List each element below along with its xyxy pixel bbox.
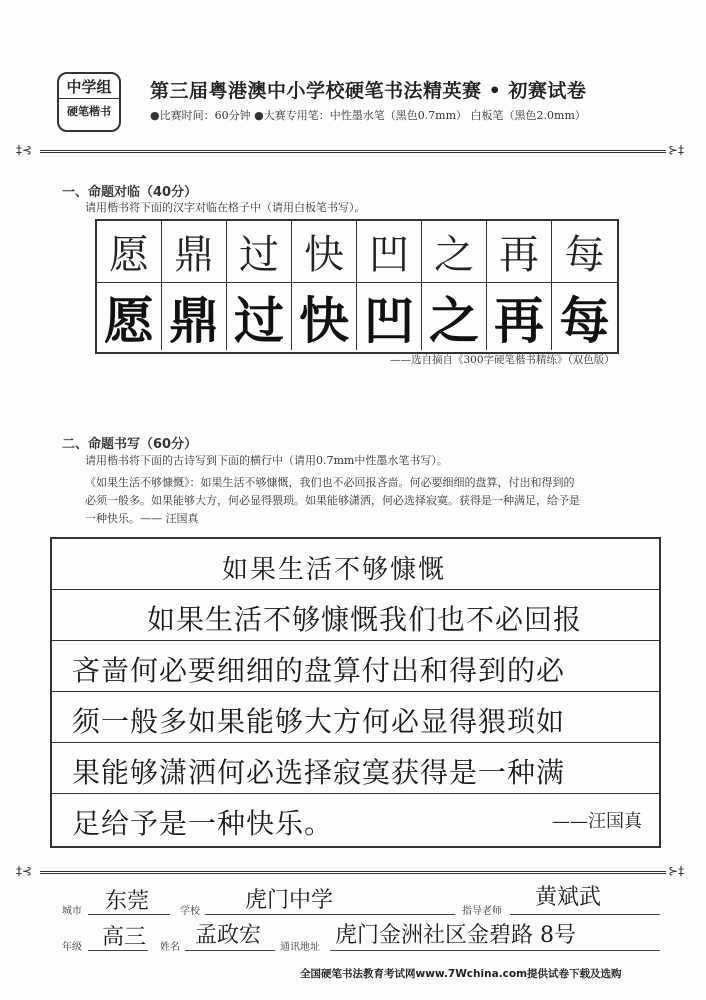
writing-line: 须一般多如果能够大方何必显得猥琐如 bbox=[72, 705, 566, 738]
copied-char: 每 bbox=[559, 291, 610, 350]
name-field[interactable]: 孟政宏 bbox=[195, 923, 262, 948]
school-label: 学校 bbox=[180, 906, 200, 917]
section2-heading: 二、命题书写（60分） bbox=[62, 437, 198, 452]
copied-char: 快 bbox=[299, 291, 349, 350]
model-char-cell bbox=[97, 221, 162, 283]
ornament-left-icon: ‡⊰ bbox=[16, 143, 33, 157]
source-note: ——选自摘自《300字硬笔楷书精练》（双色版） bbox=[390, 354, 615, 366]
school-field[interactable]: 虎门中学 bbox=[245, 888, 334, 913]
copied-char: 凹 bbox=[364, 291, 414, 350]
bottom-divider bbox=[40, 871, 666, 874]
copied-char: 愿 bbox=[104, 291, 154, 350]
city-label: 城市 bbox=[62, 906, 82, 917]
teacher-field[interactable]: 黄斌武 bbox=[535, 885, 602, 910]
grade-field[interactable]: 高三 bbox=[102, 925, 147, 950]
section1-heading: 一、命题对临（40分） bbox=[62, 185, 198, 200]
model-char: 快 bbox=[304, 232, 344, 278]
model-char-cell bbox=[292, 221, 357, 283]
copied-char-cell[interactable] bbox=[97, 283, 162, 350]
copied-char-cell[interactable] bbox=[487, 283, 552, 350]
writing-line: 如果生活不够慷慨我们也不必回报 bbox=[147, 603, 583, 636]
model-char-cell bbox=[487, 221, 552, 283]
copied-char-cell[interactable] bbox=[227, 283, 292, 350]
top-divider bbox=[40, 150, 666, 153]
copied-char-cell[interactable] bbox=[422, 283, 487, 350]
section2-instruction: 请用楷书将下面的古诗写到下面的横行中（请用0.7mm中性墨水笔书写）。 bbox=[85, 454, 448, 467]
model-char-cell bbox=[422, 221, 487, 283]
badge-group: 中学组 bbox=[59, 74, 119, 99]
page-subtitle: ●比赛时间：60分钟 ●大赛专用笔：中性墨水笔（黑色0.7mm） 白板笔（黑色2.0mm） bbox=[150, 109, 586, 122]
section1-instruction: 请用楷书将下面的汉字对临在格子中（请用白板笔书写）。 bbox=[85, 201, 366, 214]
name-label: 姓名 bbox=[160, 942, 180, 953]
copied-char-cell[interactable] bbox=[162, 283, 227, 350]
poem-line: 一种快乐。—— 汪国真 bbox=[85, 512, 199, 525]
model-char: 凹 bbox=[369, 232, 409, 278]
model-char-cell bbox=[227, 221, 292, 283]
writing-row bbox=[52, 691, 659, 743]
grade-underline bbox=[88, 950, 148, 951]
school-underline bbox=[205, 914, 455, 915]
model-char-cell bbox=[552, 221, 617, 283]
model-char: 再 bbox=[499, 232, 539, 278]
writing-title: 如果生活不够慷慨 bbox=[222, 555, 447, 585]
model-char: 鼎 bbox=[174, 232, 214, 278]
writing-line: 吝啬何必要细细的盘算付出和得到的必 bbox=[72, 654, 566, 687]
model-char: 之 bbox=[434, 232, 474, 278]
model-char-cell bbox=[357, 221, 422, 283]
ornament-right-icon: ⊱‡ bbox=[668, 864, 685, 878]
writing-row bbox=[52, 589, 659, 641]
grade-label: 年级 bbox=[62, 942, 82, 953]
copied-char: 鼎 bbox=[169, 291, 219, 350]
model-char-cell bbox=[162, 221, 227, 283]
copied-char: 过 bbox=[234, 291, 284, 350]
copy-grid bbox=[95, 219, 619, 354]
city-underline bbox=[88, 914, 170, 915]
copied-char: 再 bbox=[494, 291, 544, 350]
writing-signature: ——汪国真 bbox=[552, 811, 642, 832]
copied-char-cell[interactable] bbox=[357, 283, 422, 350]
copied-char-cell[interactable] bbox=[292, 283, 357, 350]
city-field[interactable]: 东莞 bbox=[105, 889, 150, 914]
writing-row bbox=[52, 793, 659, 844]
model-char: 每 bbox=[564, 232, 605, 278]
poem-line: 《如果生活不够慷慨》：如果生活不够慷慨，我们也不必回报吝啬。何必要细细的盘算，付出和得到的 bbox=[85, 476, 575, 489]
address-field[interactable]: 虎门金洲社区金碧路 8号 bbox=[335, 923, 576, 948]
teacher-underline bbox=[510, 914, 660, 915]
credit-text: 全国硬笔书法教育考试网www.7Wchina.com提供试卷下载及选购 bbox=[300, 968, 622, 980]
teacher-label: 指导老师 bbox=[462, 906, 502, 917]
ornament-right-icon: ⊱‡ bbox=[668, 143, 685, 157]
poem-text bbox=[85, 474, 670, 528]
writing-row bbox=[52, 539, 659, 590]
address-label: 通讯地址 bbox=[280, 942, 320, 953]
writing-box bbox=[50, 537, 661, 848]
badge-style: 硬笔楷书 bbox=[67, 105, 111, 118]
address-underline bbox=[330, 950, 660, 951]
model-char: 愿 bbox=[109, 232, 149, 278]
page-title: 第三届粤港澳中小学校硬笔书法精英赛 • 初赛试卷 bbox=[150, 80, 587, 102]
copied-char: 之 bbox=[429, 291, 479, 350]
writing-row bbox=[52, 640, 659, 692]
poem-line: 必须一般多。如果能够大方，何必显得猥琐。如果能够潇洒，何必选择寂寞。获得是一种满足，给予是 bbox=[85, 494, 580, 507]
model-char: 过 bbox=[239, 232, 279, 278]
writing-row bbox=[52, 742, 659, 794]
ornament-left-icon: ‡⊰ bbox=[16, 864, 33, 878]
copied-char-cell[interactable] bbox=[552, 283, 617, 350]
writing-line: 足给予是一种快乐。 bbox=[72, 807, 334, 840]
name-underline bbox=[185, 950, 275, 951]
group-badge bbox=[57, 72, 121, 132]
writing-line: 果能够潇洒何必选择寂寞获得是一种满 bbox=[72, 756, 566, 789]
